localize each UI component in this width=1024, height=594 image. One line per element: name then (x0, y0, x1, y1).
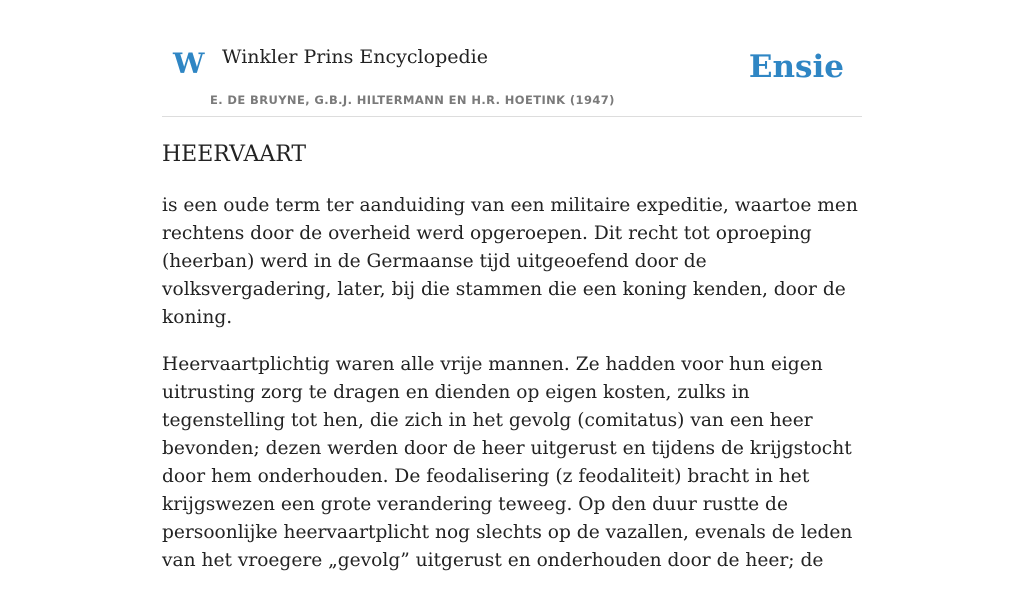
article-paragraph: Heervaartplichtig waren alle vrije mannen. Ze hadden voor hun eigen uitrusting zorg te dragen en dienden op eigen kosten, zulks in tegenstelling tot hen, die zich in het gevolg (comitatus) van een heer bevonden; dezen werden door de heer uitgerust en tijdens de krijgstocht door hem onderhouden. De feodalisering (z feodaliteit) bracht in het krijgswezen een grote verandering teweeg. Op den duur rustte de persoonlijke heervaartplicht nog slechts op de vazallen, evenals de leden van het vroegere „gevolg” uitgerust en onderhouden door de heer; de (162, 354, 853, 571)
page-header (162, 0, 862, 117)
article-body (162, 192, 862, 594)
article-paragraph: is een oude term ter aanduiding van een militaire expeditie, waartoe men rechtens door de overheid werd opgeroepen. Dit recht tot oproeping (heerban) werd in de Germaanse tijd uitgeoefend door de volksvergadering, later, bij die stammen die een koning kenden, door de koning. (162, 195, 858, 328)
entry-title: HEERVAART (162, 142, 307, 167)
publication-title: Winkler Prins Encyclopedie (222, 46, 488, 68)
winkler-prins-logo[interactable]: W (173, 47, 205, 80)
ensie-brand-link[interactable]: Ensie (748, 49, 844, 85)
publication-authors: E. DE BRUYNE, G.B.J. HILTERMANN EN H.R. HOETINK (1947) (210, 93, 615, 107)
